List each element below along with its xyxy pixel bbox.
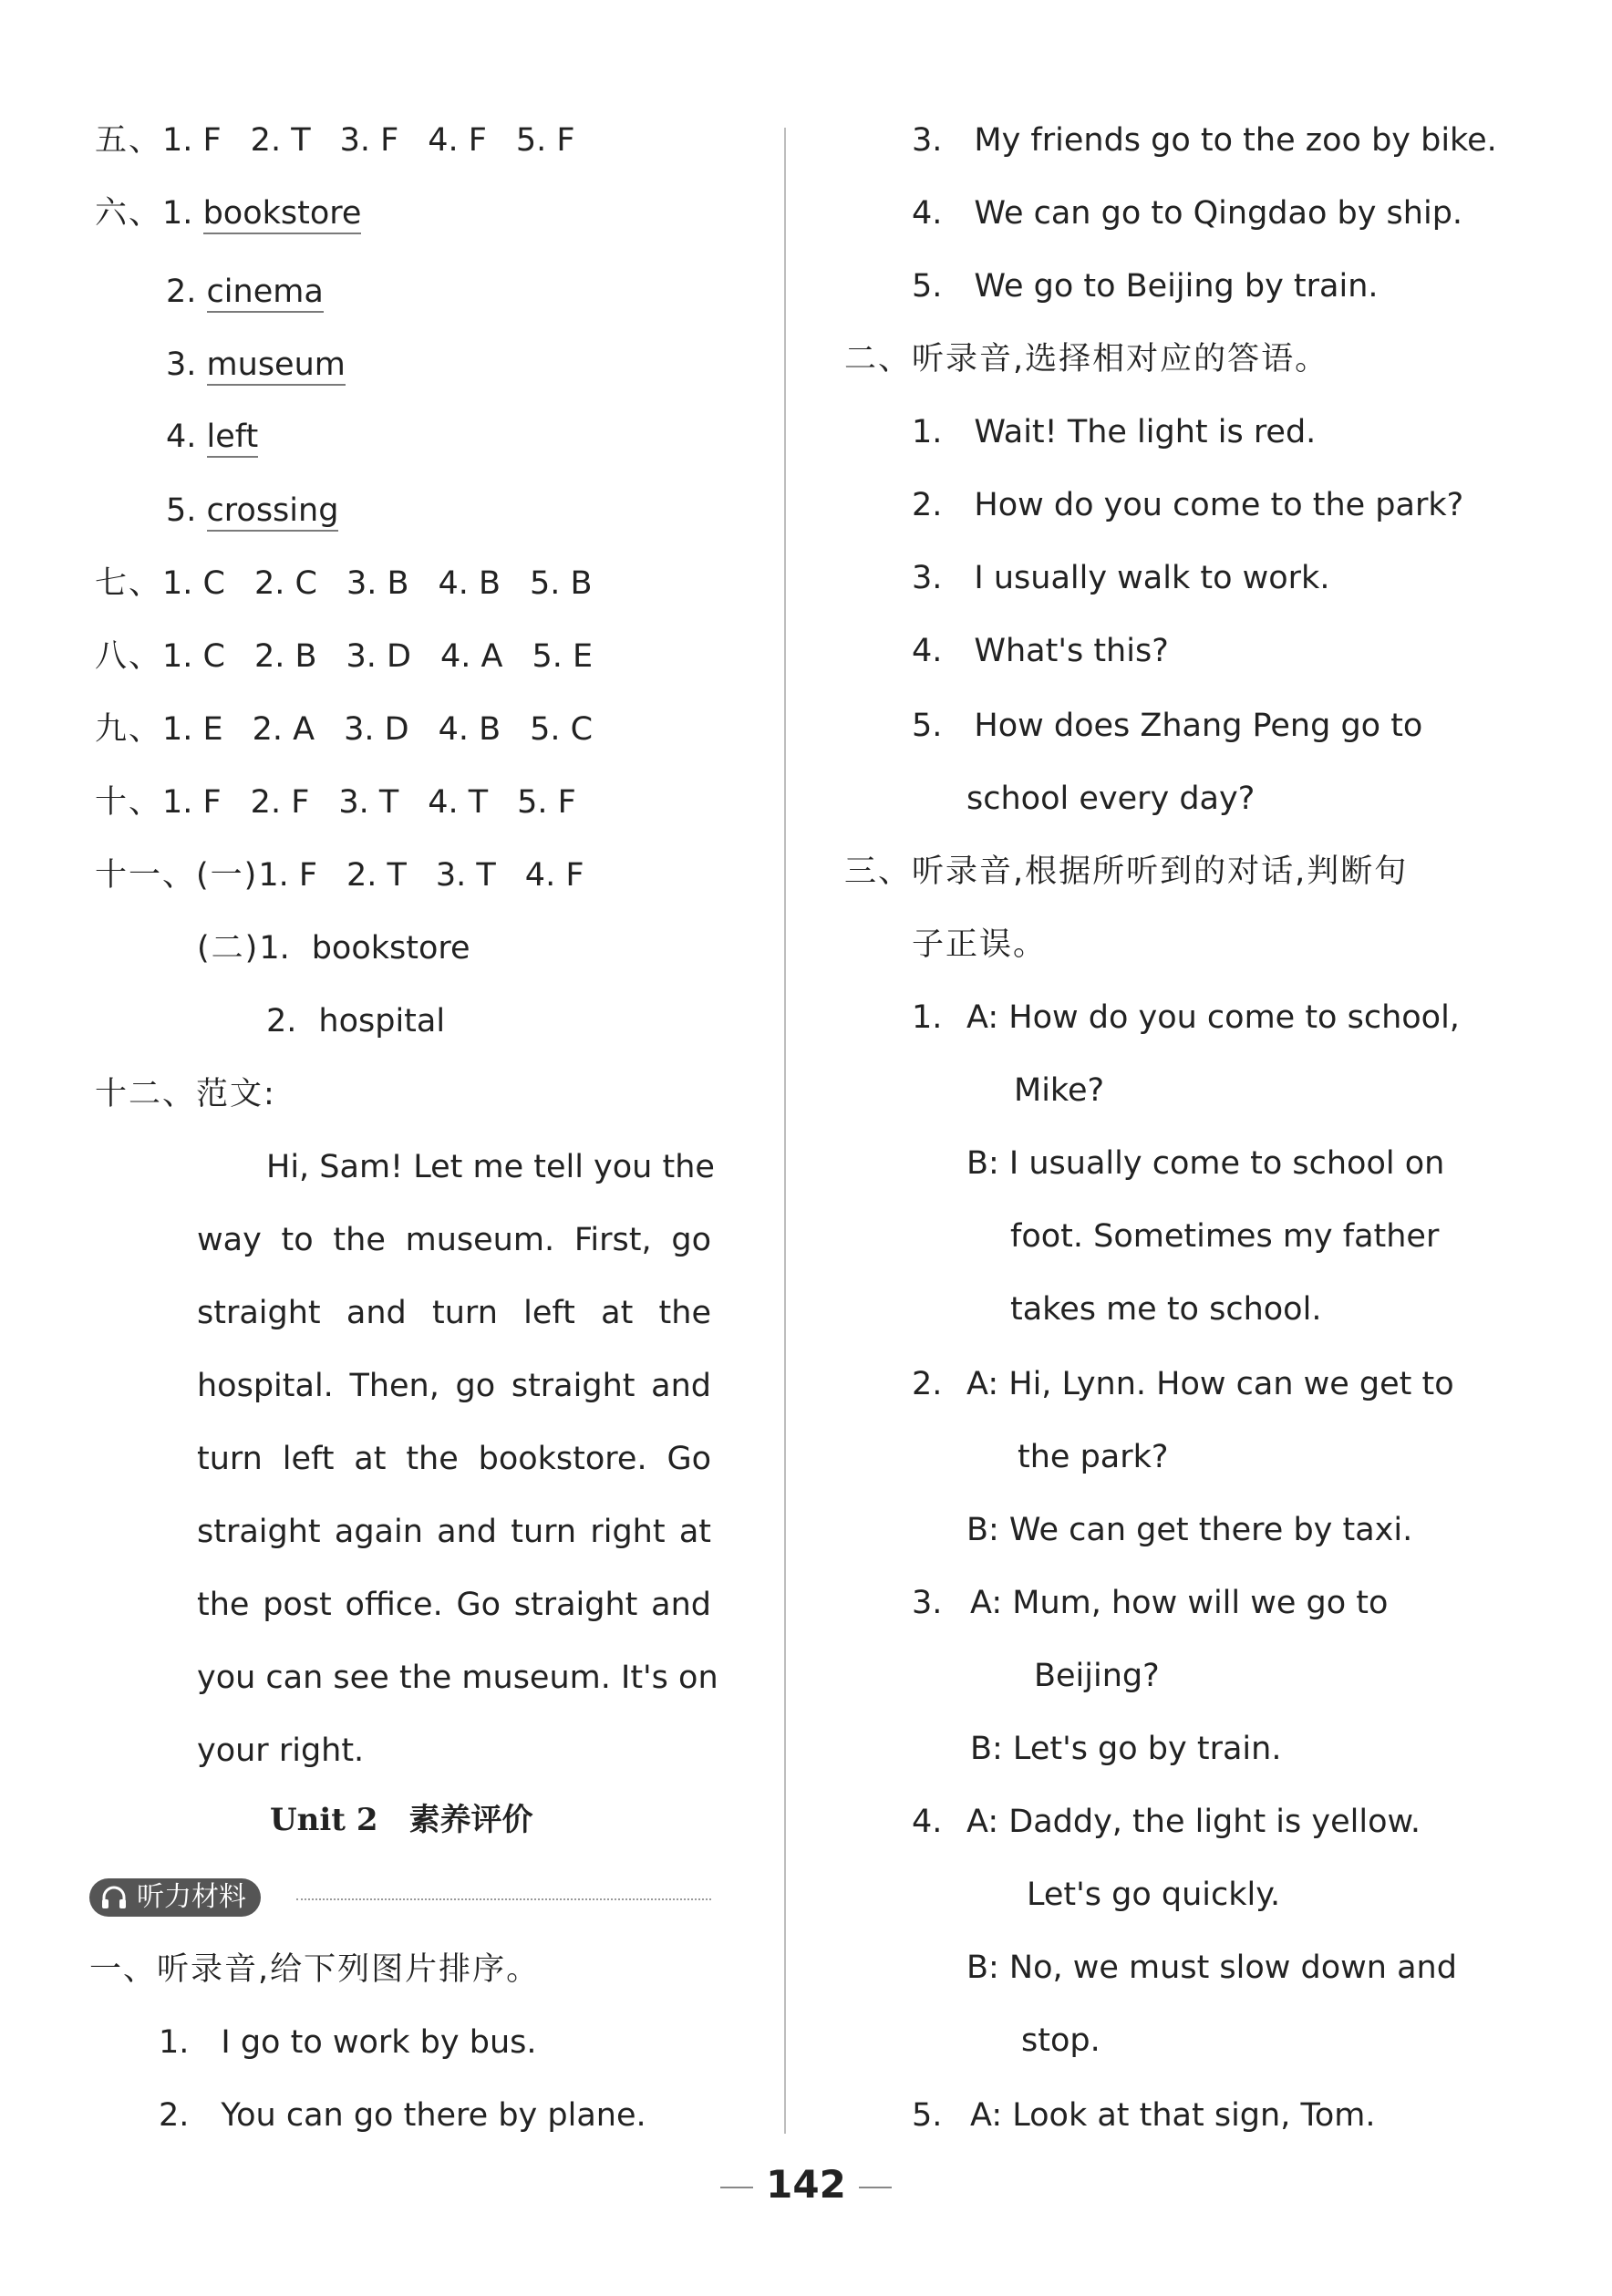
dialogue-number: 2. [912,1366,943,1402]
dialogue-line: the park? [1018,1439,1169,1475]
listening-item: 4. We can go to Qingdao by ship. [912,195,1463,232]
answer-row-12: 十二、范文: [95,1076,276,1112]
answer-row-9: 九、1. E 2. A 3. D 4. B 5. C [95,711,594,748]
dotted-divider [296,1898,711,1900]
essay-line: turn left at the bookstore. Go [197,1441,711,1477]
dialogue-line: B: We can get there by taxi. [966,1512,1413,1548]
dialogue-line: A: Look at that sign, Tom. [970,2097,1376,2134]
dialogue-line: B: No, we must slow down and [966,1950,1457,1986]
answer-row-11-part2-2: 2. hospital [266,1003,446,1039]
dialogue-line: takes me to school. [1010,1291,1322,1328]
listening-item: 5. How does Zhang Peng go to [912,708,1423,744]
fill-answer: museum [207,346,346,386]
listening-item: 1. I go to work by bus. [159,2024,537,2061]
essay-line: the post office. Go straight and [197,1587,711,1623]
fill-answer: crossing [207,492,339,532]
headphones-icon [100,1886,128,1909]
answer-row-8: 八、1. C 2. B 3. D 4. A 5. E [95,638,594,675]
section-title-1: 一、听录音,给下列图片排序。 [89,1951,541,1988]
listening-item: 5. We go to Beijing by train. [912,268,1379,305]
dialogue-line: A: How do you come to school, [966,999,1460,1036]
section-title-2: 二、听录音,选择相对应的答语。 [844,341,1329,377]
dialogue-number: 5. [912,2097,943,2134]
unit-heading: Unit 2 素养评价 [270,1802,533,1838]
answer-row-7: 七、1. C 2. C 3. B 4. B 5. B [95,565,593,602]
listening-material-badge: 听力材料 [89,1878,261,1917]
dialogue-line: B: I usually come to school on [966,1145,1445,1182]
essay-line: hospital. Then, go straight and [197,1368,711,1404]
section-title-3: 三、听录音,根据所听到的对话,判断句 [844,853,1409,890]
answer-row-10: 十、1. F 2. F 3. T 4. T 5. F [95,784,576,821]
dialogue-line: Mike? [1014,1072,1105,1109]
answer-row-6-3: 3. museum [166,343,346,387]
answer-row-6-2: 2. cinema [166,270,324,314]
listening-item: 3. My friends go to the zoo by bike. [912,122,1497,159]
dialogue-line: Let's go quickly. [1027,1877,1281,1913]
answer-row-5: 五、1. F 2. T 3. F 4. F 5. F [95,122,575,159]
fill-answer: left [207,419,259,458]
dialogue-line: stop. [1021,2022,1100,2059]
dash-left [720,2187,753,2188]
dialogue-line: A: Daddy, the light is yellow. [966,1804,1421,1840]
answer-row-11-part2: (二)1. bookstore [197,930,470,967]
fill-answer: cinema [207,274,324,313]
listening-item: 2. You can go there by plane. [159,2097,646,2134]
dialogue-line: A: Mum, how will we go to [970,1585,1389,1621]
essay-line: Hi, Sam! Let me tell you the [266,1149,715,1185]
fill-answer: bookstore [203,195,362,234]
section-title-3-cont: 子正误。 [912,926,1048,963]
page-number: 142 [0,2157,1612,2212]
essay-line: your right. [197,1732,365,1769]
listening-item: 1. Wait! The light is red. [912,414,1317,450]
answer-row-6-5: 5. crossing [166,489,338,533]
listening-item: 3. I usually walk to work. [912,560,1330,596]
dialogue-line: A: Hi, Lynn. How can we get to [966,1366,1454,1402]
listening-item-cont: school every day? [966,781,1256,817]
dialogue-line: Beijing? [1034,1658,1160,1694]
row-number: 五、 [95,122,163,159]
dialogue-number: 4. [912,1804,943,1840]
dialogue-number: 1. [912,999,943,1036]
essay-line: straight and turn left at the [197,1295,711,1331]
column-divider [784,128,786,2134]
dialogue-number: 3. [912,1585,943,1621]
answer-row-6: 六、1. bookstore [95,191,361,235]
essay-line: straight again and turn right at [197,1514,711,1550]
dialogue-line: B: Let's go by train. [970,1731,1282,1767]
essay-line: you can see the museum. It's on [197,1660,718,1696]
listening-item: 4. What's this? [912,633,1169,669]
dialogue-line: foot. Sometimes my father [1010,1218,1440,1255]
essay-line: way to the museum. First, go [197,1222,711,1258]
answer-row-6-4: 4. left [166,415,258,459]
answer-row-11: 十一、(一)1. F 2. T 3. T 4. F [95,857,584,894]
dash-right [859,2187,892,2188]
listening-item: 2. How do you come to the park? [912,487,1464,523]
